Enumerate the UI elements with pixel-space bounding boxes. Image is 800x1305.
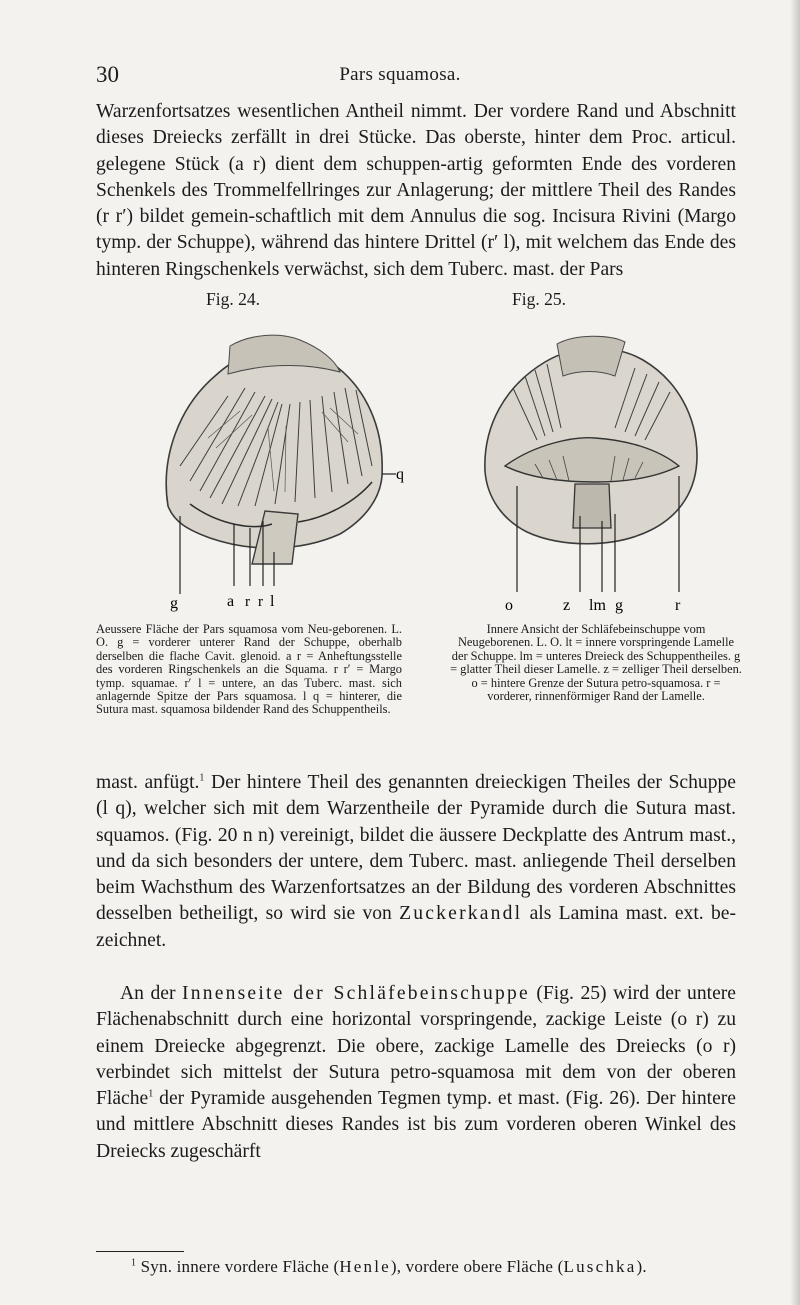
paragraph-2-start: mast. anfügt. — [96, 772, 200, 793]
paragraph-2 — [96, 770, 736, 954]
paragraph-3-end: der Pyramide ausgehenden Tegmen tymp. et mast. (Fig. 26). Der hintere und mittlere Abschnitt dieses Randes ist bis zum vorderen oberen Winkel des Dreiecks zugeschärft — [96, 1088, 736, 1162]
figure-24-illustration — [150, 316, 410, 616]
paragraph-1-text: Warzenfortsatzes wesentlichen Antheil nimmt. Der vordere Rand und Abschnitt dieses Dreiecks zerfällt in drei Stücke. Das oberste, hinter dem Proc. articul. gelegene Stück (a r) dient dem schuppen-artig geformten Ende des vorderen Schenkels des Trommelfellringes zur Anlagerung; der mittlere Theil des Randes (r r′) bildet gemein-schaftlich mit dem Annulus die sog. Incisura Rivini (Margo tymp. der Schuppe), während das hintere Drittel (r′ l), mit welchem das Ende des hinteren Ringschenkels verwächst, sich dem Tuberc. mast. der Pars — [96, 101, 736, 280]
paragraph-2-end: als Lamina mast. ext. be-zeichnet. — [96, 903, 736, 951]
innenseite-heading-term: Innenseite der Schläfebeinschuppe — [182, 983, 530, 1004]
paragraph-1 — [96, 99, 736, 283]
paragraph-3-start: An der — [120, 983, 182, 1004]
footnote-text-3: ). — [636, 1257, 647, 1276]
author-name-zuckerkandl: Zuckerkandl — [399, 903, 523, 925]
page-edge-shadow — [790, 0, 800, 1305]
paragraph-3 — [96, 981, 736, 1165]
figure-24-caption: Aeussere Fläche der Pars squamosa vom Neu-geborenen. L. O. g = vorderer unterer Rand der Schuppe, oberhalb derselben die flache Cavit. glenoid. a r = Anheftungsstelle des vorderen Ringschenkels an die Squama. r r′ = Margo tymp. squamae. r′ l = untere, an das Tuberc. mast. sich anlagernde Spitze der Pars squamosa. l q = hinterer, die Sutura mast. squamosa bildender Rand des Schuppentheils. — [96, 622, 402, 717]
page-number: 30 — [96, 62, 119, 87]
paragraph-2-body: Der hintere Theil des genannten dreieckigen Theiles der Schuppe (l q), welcher sich mit dem Warzentheile der Pyramide durch die Sutura mast. squamos. (Fig. 20 n n) vereinigt, bildet die äussere Deckplatte des Antrum mast., und da sich besonders der untere, dem Tuberc. mast. anliegende Theil derselben beim Wachsthum des Warzenfortsatzes an der Bildung des vorderen Abschnittes desselben betheiligt, so wird sie von — [96, 772, 736, 925]
figure-25-letter-o: o — [505, 597, 513, 614]
footnote — [131, 1257, 647, 1277]
footnote-mark: 1 — [131, 1257, 137, 1269]
footnote-name-henle: Henle — [339, 1257, 391, 1276]
figure-24-letter-g: g — [170, 595, 178, 612]
running-head: Pars squamosa. — [339, 64, 461, 85]
figure-24-letter-l: l — [270, 593, 275, 610]
footnote-name-luschka: Luschka — [563, 1257, 637, 1276]
figure-24-letter-a: a — [227, 593, 235, 610]
footnote-reference-2: 1 — [148, 1088, 154, 1100]
footnote-text-2: ), vordere obere Fläche ( — [390, 1257, 564, 1276]
figure-24-label: Fig. 24. — [206, 289, 260, 309]
figure-24-letter-r: r — [245, 594, 250, 610]
figure-25-letter-z: z — [563, 597, 571, 614]
figure-25-letter-r: r — [675, 597, 681, 614]
figure-25-label: Fig. 25. — [512, 289, 566, 309]
footnote-rule — [96, 1251, 184, 1252]
figure-25-illustration — [465, 316, 715, 616]
footnote-text-1: Syn. innere vordere Fläche ( — [136, 1257, 340, 1276]
figure-24-letter-r-prime: r — [258, 594, 263, 610]
figure-25-letter-lm: lm — [589, 597, 606, 614]
figure-24-letter-q: q — [396, 466, 404, 483]
figure-25-letter-g: g — [615, 597, 623, 614]
figure-25-caption: Innere Ansicht der Schläfebeinschuppe vom Neugeborenen. L. O. lt = innere vorspringende Lamelle der Schuppe. lm = unteres Dreieck des Schuppentheiles. g = glatter Theil dieser Lamelle. z = zelliger Theil derselben. o = hintere Grenze der Sutura petro-squamosa. r = vorderer, rinnenförmiger Rand der Lamelle. — [450, 622, 742, 704]
paragraph-3-middle: (Fig. 25) wird der untere Flächenabschnitt durch eine horizontal vorspringende, zackige Leiste (o r) zu einem Dreiecke abgegrenzt. Die obere, zackige Lamelle des Dreiecks (o r) verbindet sich mittelst der Sutura petro-squamosa mit dem von der oberen Fläche — [96, 983, 736, 1110]
footnote-reference-1: 1 — [199, 772, 205, 784]
